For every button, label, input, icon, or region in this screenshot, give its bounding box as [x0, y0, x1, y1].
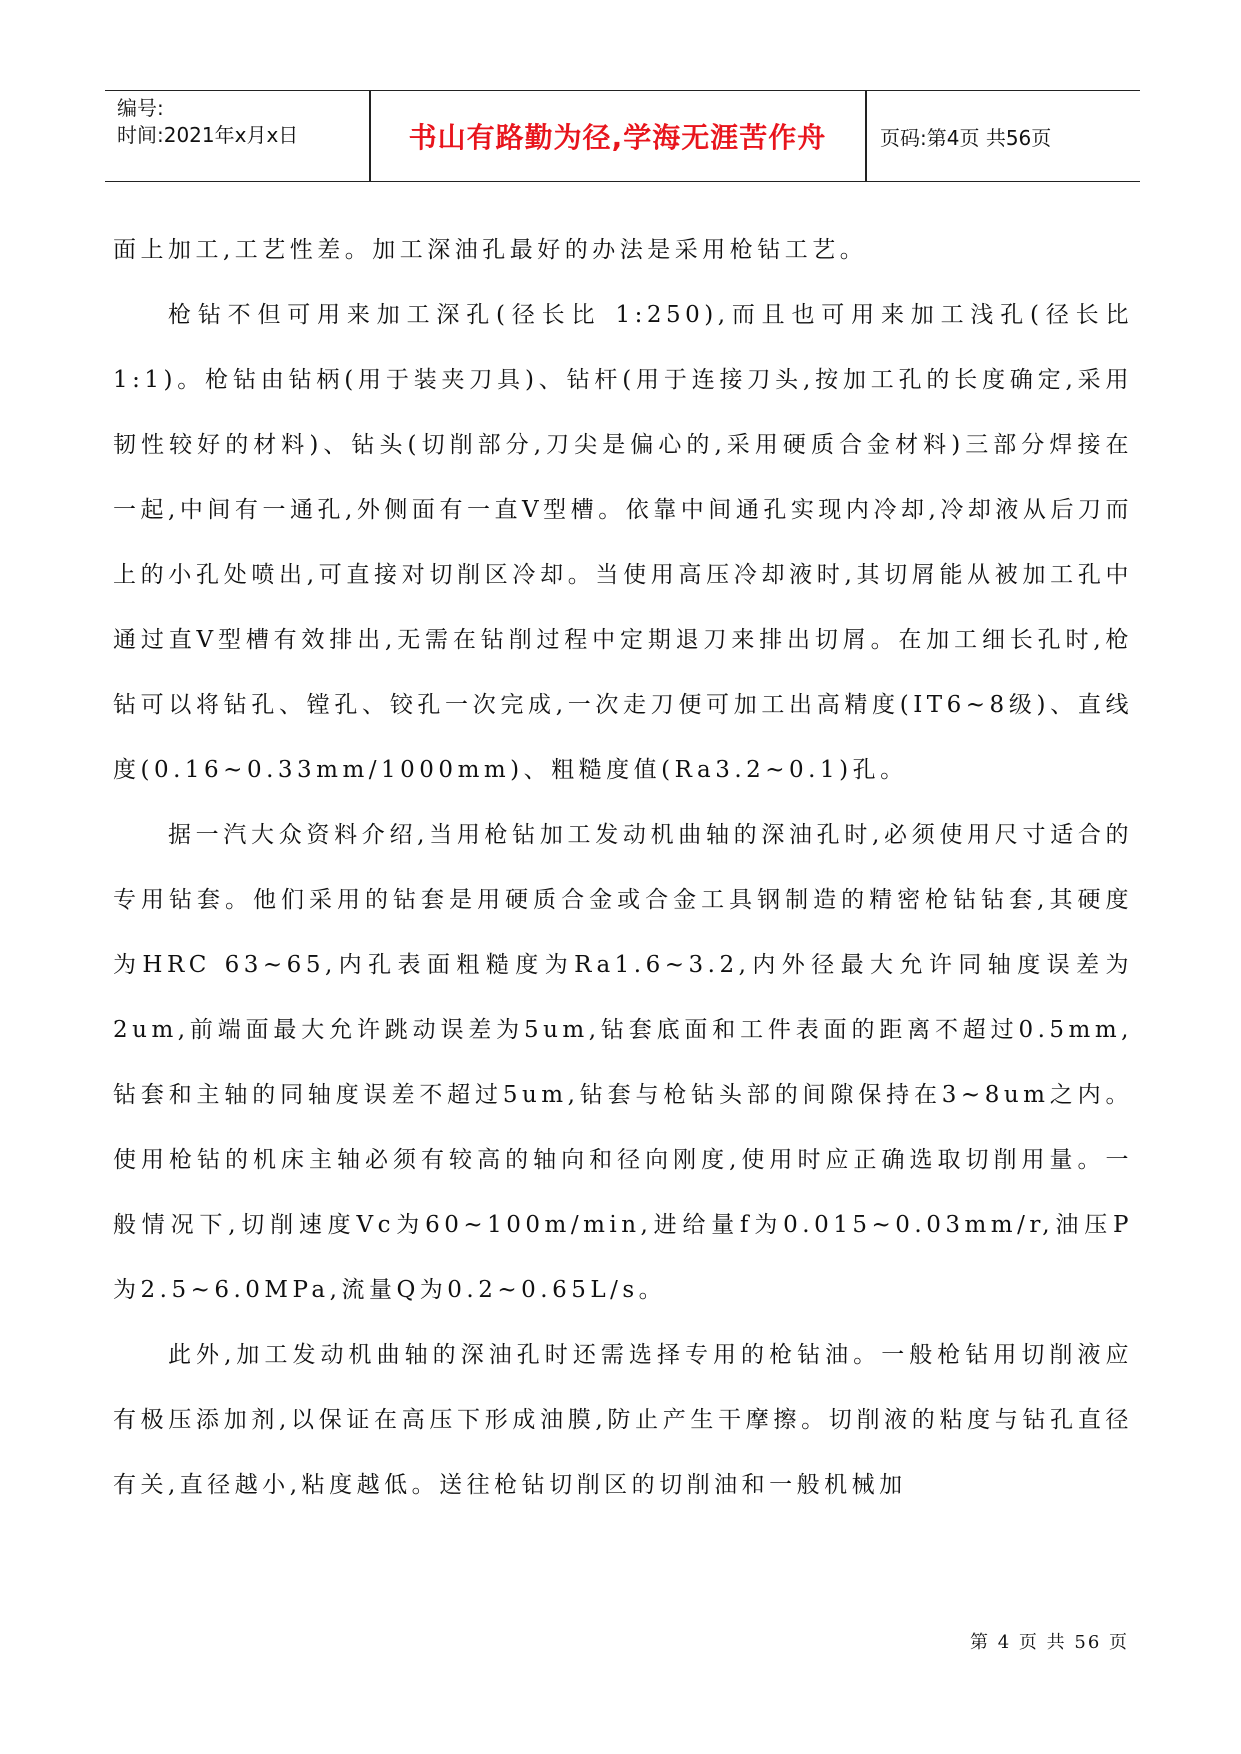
header-motto: 书山有路勤为径,学海无涯苦作舟	[408, 121, 827, 154]
document-body	[113, 218, 1133, 1518]
paragraph: 面上加工,工艺性差。加工深油孔最好的办法是采用枪钻工艺。	[113, 237, 868, 263]
paragraph: 枪钻不但可用来加工深孔(径长比 1:250),而且也可用来加工浅孔(径长比 1:1)。枪钻由钻柄(用于装夹刀具)、钻杆(用于连接刀头,按加工孔的长度确定,采用韧性较好的材料)、钻头(切削部分,刀尖是偏心的,采用硬质合金材料)三部分焊接在一起,中间有一通孔,外侧面有一直V型槽。依靠中间通孔实现内冷却,冷却液从后刀而上的小孔处喷出,可直接对切削区冷却。当使用高压冷却液时,其切屑能从被加工孔中通过直V型槽有效排出,无需在钻削过程中定期退刀来排出切屑。在加工细长孔时,枪钻可以将钻孔、镗孔、铰孔一次完成,一次走刀便可加工出高精度(IT6~8级)、直线度(0.16~0.33mm/1000mm)、粗糙度值(Ra3.2~0.1)孔。	[113, 302, 1133, 783]
document-number-label: 编号:	[117, 96, 164, 120]
header-meta	[117, 95, 372, 149]
header-divider-right	[865, 91, 867, 181]
page-header	[105, 90, 1140, 182]
document-time-label: 时间:2021年x月x日	[117, 123, 299, 147]
paragraph: 据一汽大众资料介绍,当用枪钻加工发动机曲轴的深油孔时,必须使用尺寸适合的专用钻套。他们采用的钻套是用硬质合金或合金工具钢制造的精密枪钻钻套,其硬度为HRC 63~65,内孔表面粗糙度为Ra1.6~3.2,内外径最大允许同轴度误差为2um,前端面最大允许跳动误差为5um,钻套底面和工件表面的距离不超过0.5mm,钻套和主轴的同轴度误差不超过5um,钻套与枪钻头部的间隙保持在3~8um之内。使用枪钻的机床主轴必须有较高的轴向和径向刚度,使用时应正确选取切削用量。一般情况下,切削速度Vc为60~100m/min,进给量f为0.015~0.03mm/r,油压P为2.5~6.0MPa,流量Q为0.2~0.65L/s。	[113, 822, 1133, 1303]
paragraph: 此外,加工发动机曲轴的深油孔时还需选择专用的枪钻油。一般枪钻用切削液应有极压添加剂,以保证在高压下形成油膜,防止产生干摩擦。切削液的粘度与钻孔直径有关,直径越小,粘度越低。送往枪钻切削区的切削油和一般机械加	[113, 1342, 1133, 1498]
header-page-info: 页码:第4页 共56页	[880, 125, 1052, 150]
page-footer: 第 4 页 共 56 页	[970, 1632, 1129, 1653]
